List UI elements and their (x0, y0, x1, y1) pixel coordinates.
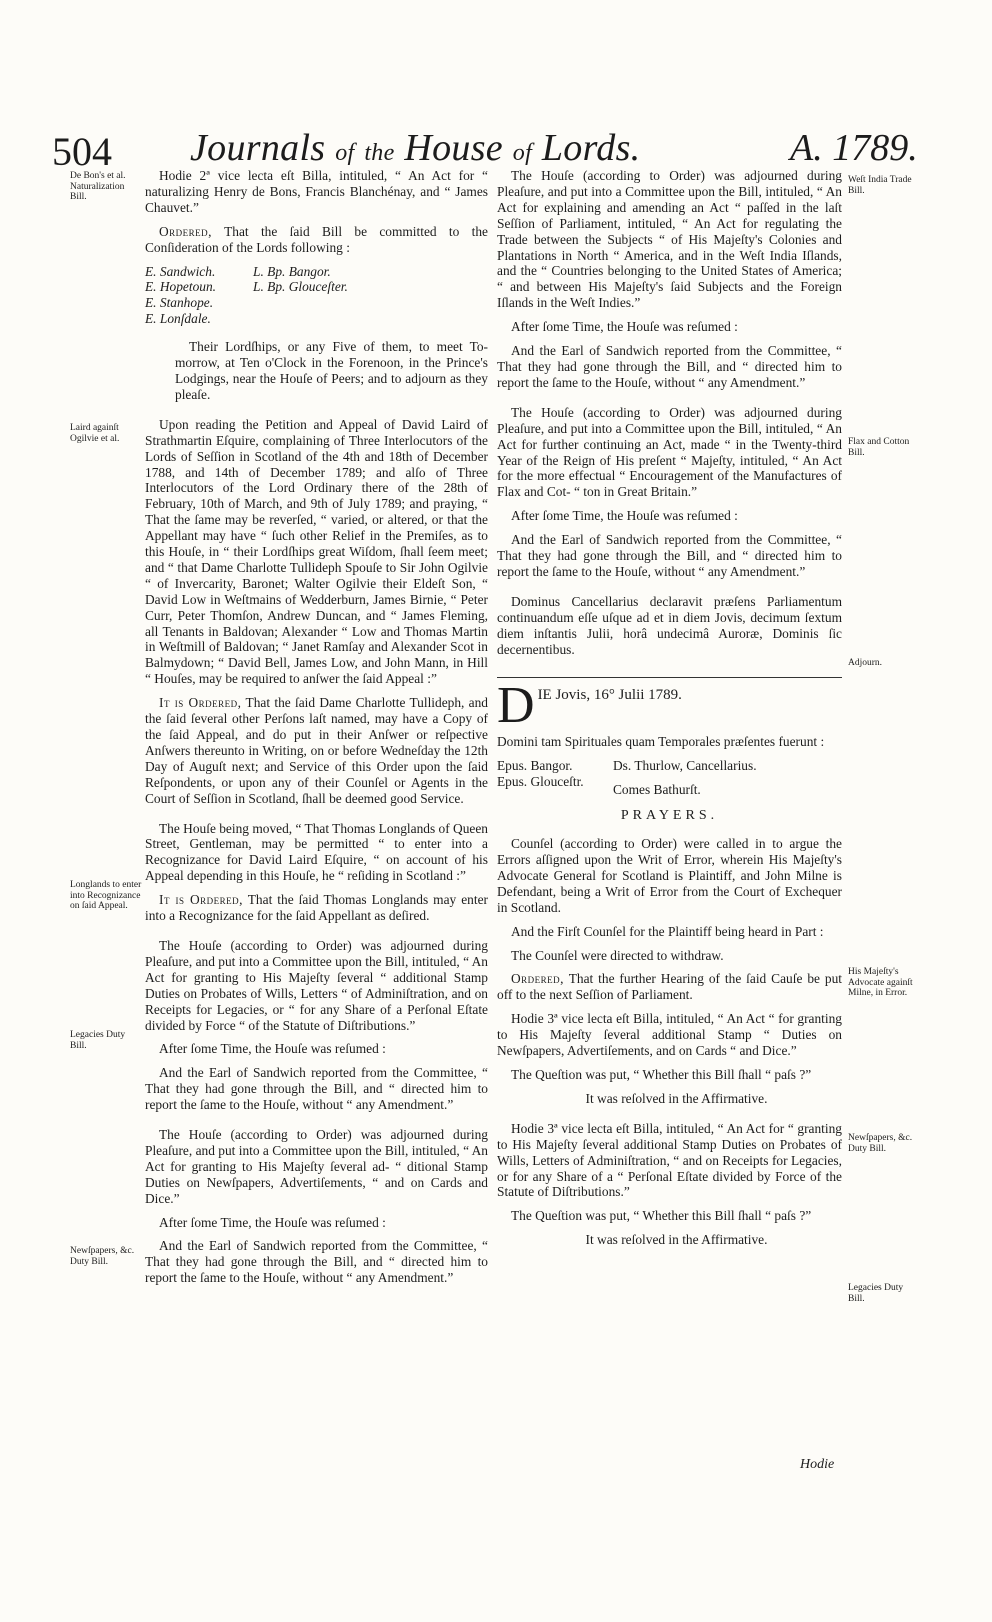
paragraph: It was reſolved in the Affirmative. (585, 1232, 768, 1248)
margin-note-advocate: His Majeſty's Advocate againſt Milne, in Error. (848, 967, 913, 998)
paragraph: Hodie 2ª vice lecta eſt Billa, intituled, “ An Act for “ naturalizing Henry de Bons, Francis Blanchénay, and “ James Chauvet.” (145, 168, 488, 215)
title-word: Lords. (541, 127, 641, 169)
margin-note-legacies-right: Legacies Duty Bill. (848, 1283, 904, 1304)
lord-name: E. Sandwich. (145, 263, 216, 279)
paragraph: And the Earl of Sandwich reported from the Committee, “ That they had gone through the Bill, and “ directed him to report the ſame to the Houſe, without “ any Amendment.” (497, 532, 842, 579)
section-divider (497, 677, 842, 678)
committee-lords (145, 264, 488, 328)
present-lords (497, 758, 842, 798)
present-column-2 (613, 758, 757, 798)
running-title (190, 126, 640, 170)
present-name: Comes Bathurſt. (613, 782, 701, 798)
paragraph: The Queſtion was put, “ Whether this Bill ſhall “ paſs ?” (511, 1066, 812, 1082)
title-word: the (364, 140, 395, 166)
present-name: Ds. Thurlow, Cancellarius. (613, 758, 757, 774)
date-heading-text: IE Jovis, 16° Julii 1789. (537, 687, 682, 704)
paragraph: And the Earl of Sandwich reported from the Committee, “ That they had gone through the Bill, and “ directed him to report the ſame to the Houſe, without “ any Amendment.” (145, 1238, 488, 1286)
paragraph: Their Lordſhips, or any Five of them, to meet To-morrow, at Ten o'Clock in the Forenoon, in the Prince's Lodgings, near the Houſe of Peers; and to adjourn as they pleaſe. (175, 339, 488, 402)
prayers-heading: PRAYERS. (620, 808, 719, 824)
present-column-1 (497, 758, 613, 798)
drop-cap: D (497, 677, 535, 735)
paragraph (497, 971, 842, 1003)
paragraph-text: That the ſaid Thomas Longlands may enter into a Recognizance for the ſaid Appellant as deſired. (145, 892, 488, 924)
title-word: Journals (190, 127, 326, 169)
ordered-word: It is Ordered, (159, 892, 243, 908)
lords-column-2 (253, 264, 348, 328)
title-word: of (512, 140, 533, 166)
catchword: Hodie (800, 1457, 835, 1472)
title-word: House (404, 127, 503, 169)
paragraph: The Houſe (according to Order) was adjourned during Pleaſure, and put into a Committee upon the Bill, intituled, “ An Act for granting to His Majeſty ſeveral “ additional Stamp Duties on Probates of Wills, Letters “ of Adminiſtration, and on Receipts for Legacies, or “ for any Share of a Perſonal Eſtate divided by Force “ of the Statute of Diſtributions.” (145, 937, 488, 1033)
paragraph (145, 892, 488, 924)
paragraph: After ſome Time, the Houſe was reſumed : (511, 508, 738, 524)
margin-note-laird: Laird againſt Ogilvie et al. (70, 423, 120, 444)
date-heading (497, 677, 842, 735)
present-intro: Domini tam Spirituales quam Temporales præſentes fuerunt : (497, 734, 825, 750)
paragraph: Hodie 3ª vice lecta eſt Billa, intituled, “ An Act “ for granting to His Majeſty ſeveral additional Stamp “ Duties on Newſpapers, Advertiſements, and on Cards “ and Dice.” (497, 1011, 842, 1059)
title-word: of (335, 140, 355, 166)
paragraph: And the Earl of Sandwich reported from the Committee, “ That they had gone through the Bill, and “ directed him to report the ſame to the Houſe, without “ any Amendment.” (497, 343, 842, 390)
present-name: Epus. Glouceſtr. (497, 774, 584, 790)
left-column (145, 168, 488, 1294)
paragraph: Hodie 3ª vice lecta eſt Billa, intituled, “ An Act for “ granting to His Majeſty ſeveral additional Stamp Duties on Probates of Wills, Letters of Adminiſtration, “ and on Receipts for Legacies, or for any Share of a “ Perſonal Eſtate divided by Force of the Statute of Diſtributions.” (497, 1120, 842, 1200)
lord-name: E. Lonſdale. (145, 311, 211, 327)
paragraph-text: That the ſaid Bill be committed to the Conſideration of the Lords following : (145, 223, 488, 255)
paragraph: It was reſolved in the Affirmative. (585, 1090, 768, 1106)
paragraph (145, 695, 488, 806)
ordered-word: Ordered, (511, 971, 565, 987)
lord-name: L. Bp. Bangor. (253, 263, 331, 279)
right-column (497, 168, 842, 1256)
margin-note-newspapers-right: Newſpapers, &c. Duty Bill. (848, 1133, 913, 1154)
margin-note-adjourn: Adjourn. (848, 658, 883, 668)
paragraph: Counſel (according to Order) were called in to argue the Errors aſſigned upon the Writ of Error, wherein His Majeſty's Advocate General for Scotland is Plaintiff, and John Milne is Defendant, being a Writ of Error from the Court of Exchequer in Scotland. (497, 836, 842, 915)
paragraph: After ſome Time, the Houſe was reſumed : (159, 1214, 386, 1230)
paragraph (145, 224, 488, 256)
paragraph: The Houſe being moved, “ That Thomas Longlands of Queen Street, Gentleman, may be permitted “ to enter into a Recognizance for David Laird Eſquire, “ on account of his Appeal depending in this Houſe, he “ reſiding in Scotland :” (145, 820, 488, 884)
paragraph: The Houſe (according to Order) was adjourned during Pleaſure, and put into a Committee upon the Bill, intituled, “ An Act for explaining and amending an Act “ paſſed in the laſt Seſſion of Parliament, intituled, “ An Act for regulating the Trade between the Subjects “ of His Majeſty's Colonies and Plantations in North “ America, and in the Weſt India Iſlands, and the “ Countries belonging to the United States of America; “ and between His Majeſty's ſaid Subjects and the Foreign Iſlands in the Weſt Indies.” (497, 168, 842, 311)
paragraph: After ſome Time, the Houſe was reſumed : (511, 319, 738, 335)
paragraph: Upon reading the Petition and Appeal of David Laird of Strathmartin Eſquire, complaining of Three Interlocutors of the Lords of Seſſion in Scotland of the 4th and 18th of December 1788, and 14th of December 1789; and alſo of Three Interlocutors of the Lord Ordinary there of the 28th of February, 10th of March, and 9th of July 1789; and praying, “ That the ſame may be reverſed, “ varied, or altered, or that the Appellant may have “ ſuch other Relief in the Premiſes, as to this Houſe, in “ their Lordſhips great Wiſdom, ſhall ſeem meet; and “ that Dame Charlotte Tullideph Spouſe to Sir John Ogilvie “ of Invercarity, Baronet; Walter Ogilvie their Eldeſt Son, “ David Low in Weſtmains of Wedderburn, James Birnie, “ Peter Curr, Peter Thomſon, Andrew Duncan, and “ James Fleming, all Tenants in Baldovan; Alexander “ Low and Thomas Martin in Weſtmill of Baldovan; “ Janet Ramſay and Alexander Scot in Balmydown; “ David Bell, James Low, and John Mann, in Hill “ Houſes, may be required to anſwer the ſaid Appeal :” (145, 416, 488, 687)
margin-note-flax: Flax and Cotton Bill. (848, 437, 910, 458)
paragraph: And the Firſt Counſel for the Plaintiff being heard in Part : (511, 923, 824, 939)
paragraph: The Houſe (according to Order) was adjourned during Pleaſure, and put into a Committee upon the Bill, intituled, “ An Act for further continuing an Act, made “ in the Twenty-third Year of the Reign of His preſent “ Majeſty, intituled, “ An Act for the more effectual “ Encouragement of the Manufactures of Flax and Cot- “ ton in Great Britain.” (497, 404, 842, 500)
margin-note-west-india: Weſt India Trade Bill. (848, 175, 912, 196)
lord-name: E. Stanhope. (145, 295, 214, 311)
present-name: Epus. Bangor. (497, 758, 573, 774)
ordered-word: Ordered, (159, 223, 213, 239)
margin-note-longlands: Longlands to enter into Recognizance on ſaid Appeal. (70, 880, 142, 911)
paragraph: And the Earl of Sandwich reported from the Committee, “ That they had gone through the Bill, and “ directed him to report the ſame to the Houſe, without “ any Amendment.” (145, 1065, 488, 1113)
lord-name: L. Bp. Glouceſter. (253, 279, 348, 295)
margin-note-legacies: Legacies Duty Bill. (70, 1030, 126, 1051)
margin-note-newspapers: Newſpapers, &c. Duty Bill. (70, 1246, 135, 1267)
lords-column-1 (145, 264, 253, 328)
paragraph: The Houſe (according to Order) was adjourned during Pleaſure, and put into a Committee upon the Bill, intituled, “ An Act for granting to His Majeſty ſeveral ad- “ ditional Stamp Duties on Newſpapers, Advertiſements, “ and on Cards and Dice.” (145, 1127, 488, 1206)
paragraph-text: That the further Hearing of the ſaid Cauſe be put off to the next Seſſion of Parliament. (497, 971, 842, 1003)
paragraph-text: That the ſaid Dame Charlotte Tullideph, and the ſaid ſeveral other Perſons laſt named, may have a Copy of the ſaid Appeal, and do put in their Anſwer or reſpective Anſwers thereunto in Writing, on or before Wedneſday the 12th Day of Auguſt next; and Service of this Order upon the ſaid Reſpondents, or upon any of their Counſel or Agents in the Court of Seſſion in Scotland, ſhall be deemed good Service. (145, 695, 488, 806)
page-number: 504 (52, 129, 112, 174)
paragraph: After ſome Time, the Houſe was reſumed : (159, 1041, 386, 1057)
paragraph: The Queſtion was put, “ Whether this Bill ſhall “ paſs ?” (511, 1208, 812, 1224)
paragraph: The Counſel were directed to withdraw. (511, 947, 724, 963)
ordered-word: It is Ordered, (159, 695, 242, 711)
page-year: A. 1789. (790, 127, 918, 169)
lord-name: E. Hopetoun. (145, 279, 217, 295)
margin-note-de-bons: De Bon's et al. Naturalization Bill. (70, 171, 126, 202)
paragraph: Dominus Cancellarius declaravit præſens Parliamentum continuandum eſſe uſque ad et in diem Jovis, decimum ſextum diem inſtantis Julii, horâ undecimâ Auroræ, Dominis ſic decernentibus. (497, 593, 842, 657)
